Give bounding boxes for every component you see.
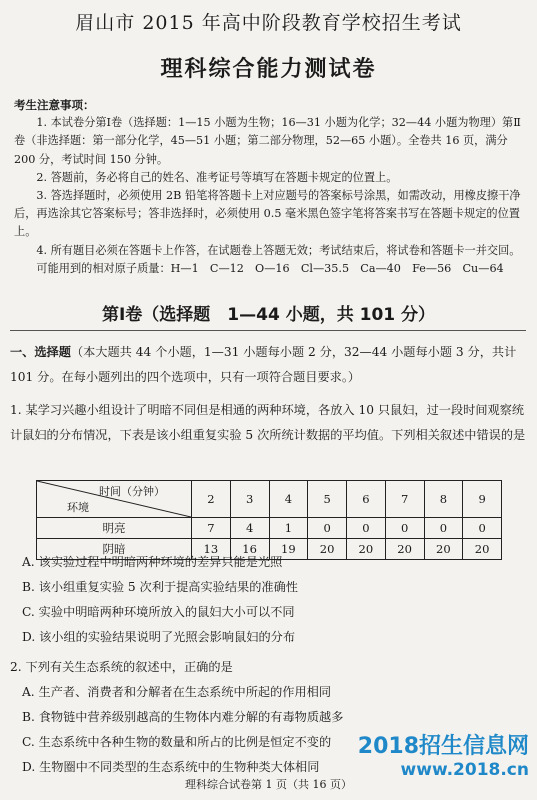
time-header: 3 [230,481,269,518]
time-header: 6 [347,481,386,518]
table-cell: 20 [347,539,386,560]
option-b: B. 该小组重复实验 5 次利于提高实验结果的准确性 [22,580,298,594]
question-1-number: 1. [10,403,22,417]
time-header: 2 [192,481,231,518]
woodlouse-data-table [36,480,502,560]
table-cell: 0 [424,518,463,539]
table-cell: 19 [269,539,308,560]
question-2-stem: 2. 下列有关生态系统的叙述中，正确的是 [10,660,233,674]
question-2-options [22,680,343,780]
watermark-line-2: www.2018.cn [400,760,529,780]
table-header-row [37,481,502,518]
row-label: 明亮 [37,518,192,539]
time-header: 7 [385,481,424,518]
table-cell: 0 [347,518,386,539]
question-1 [10,398,526,448]
section-title: 第Ⅰ卷（选择题 1—44 小题，共 101 分） [101,305,436,325]
table-cell: 0 [463,518,502,539]
instruction-3: 3. 答选择题时，必须使用 2B 铅笔将答题卡上对应题号的答案标号涂黑，如需改动，用橡皮擦干净后，再选涂其它答案标号；答非选择时，必须使用 0.5 毫米黑色签字笔将答案书写在答题卡规定的位置上。 [14,189,521,239]
instructions-heading: 考生注意事项： [14,98,95,112]
option-b: B. 食物链中营养级别越高的生物体内难分解的有毒物质越多 [22,710,344,724]
question-1-options [22,550,298,650]
paper-subtitle: 理科综合能力测试卷 [160,57,377,82]
table-cell: 20 [308,539,347,560]
table-cell: 7 [192,518,231,539]
option-a: A. 该实验过程中明暗两种环境的差异只能是光照 [22,555,283,569]
table-cell: 20 [424,539,463,560]
table-cell: 1 [269,518,308,539]
atomic-masses: 可能用到的相对原子质量：H—1 C—12 O—16 Cl—35.5 Ca—40 Fe—56 Cu—64 [36,261,504,275]
watermark-line-1: 2018招生信息网 [357,734,529,759]
corner-label-time: 时间（分钟） [99,485,165,498]
table-corner-cell [37,481,192,518]
part-label: 一、选择题 [10,345,71,359]
instructions-block [14,96,526,278]
table-cell: 13 [192,539,231,560]
option-c: C. 实验中明暗两种环境所放入的鼠妇大小可以不同 [22,605,295,619]
time-header: 9 [463,481,502,518]
section-divider [10,330,526,331]
instruction-4: 4. 所有题目必须在答题卡上作答，在试题卷上答题无效；考试结束后，将试卷和答题卡一并交回。 [36,243,521,257]
instruction-2: 2. 答题前，务必将自己的姓名、准考证号等填写在答题卡规定的位置上。 [36,170,398,184]
corner-label-env: 环境 [67,501,89,514]
table-cell: 4 [230,518,269,539]
exam-title: 眉山市 2015 年高中阶段教育学校招生考试 [75,12,462,34]
option-a: A. 生产者、消费者和分解者在生态系统中所起的作用相同 [22,685,332,699]
row-label: 阴暗 [37,539,192,560]
time-header: 4 [269,481,308,518]
time-header: 8 [424,481,463,518]
table-cell: 16 [230,539,269,560]
instruction-1: 1. 本试卷分第Ⅰ卷（选择题：1—15 小题为生物；16—31 小题为化学；32—44 小题为物理）第Ⅱ卷（非选择题：第一部分化学，45—51 小题；第二部分物理，52—65 小题）。全卷共 16 页，满分 200 分，考试时间 150 分钟。 [14,116,521,166]
part-intro [10,340,526,390]
page-footer: 理科综合试卷第 1 页（共 16 页） [185,778,352,791]
option-c: C. 生态系统中各种生物的数量和所占的比例是恒定不变的 [22,735,332,749]
time-header: 5 [308,481,347,518]
table-cell: 20 [385,539,424,560]
option-d: D. 该小组的实验结果说明了光照会影响鼠妇的分布 [22,630,296,644]
site-watermark [358,734,529,780]
part-text: （本大题共 44 个小题，1—31 小题每小题 2 分，32—44 小题每小题 3 分，共计 101 分。在每小题列出的四个选项中，只有一项符合题目要求。） [10,345,517,384]
table-row [37,518,502,539]
table-cell: 20 [463,539,502,560]
table-cell: 0 [385,518,424,539]
table-cell: 0 [308,518,347,539]
question-1-stem: 某学习兴趣小组设计了明暗不同但是相通的两种环境，各放入 10 只鼠妇，过一段时间观察统计鼠妇的分布情况，下表是该小组重复实验 5 次所统计数据的平均值。下列相关叙述中错误的是 [10,403,526,442]
option-d: D. 生物圈中不同类型的生态系统中的生物种类大体相同 [22,760,320,774]
